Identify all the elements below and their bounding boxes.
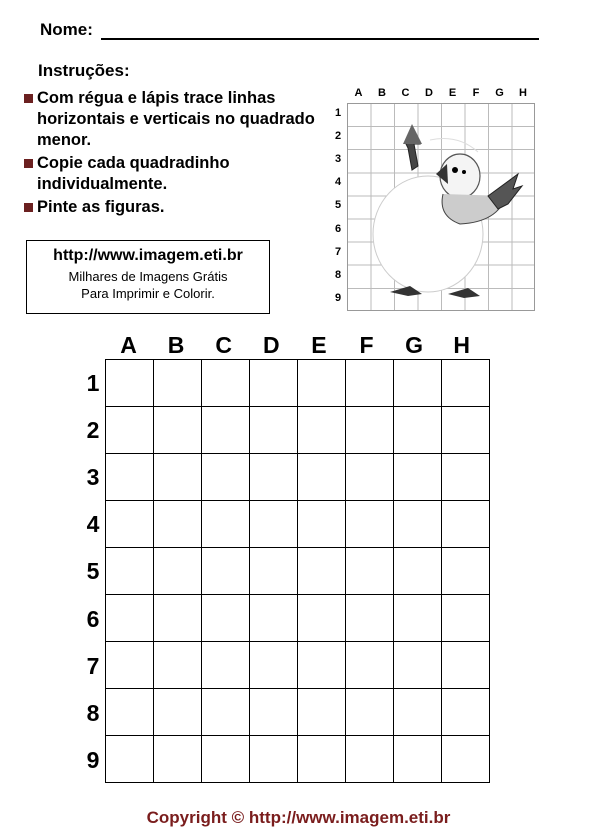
grid-row [106,689,490,736]
grid-cell[interactable] [154,407,202,454]
grid-cell[interactable] [346,501,394,548]
grid-cell[interactable] [298,454,346,501]
grid-row-label: 2 [86,417,100,444]
grid-cell[interactable] [106,689,154,736]
grid-row-label: 5 [86,558,100,585]
grid-cell[interactable] [394,736,442,783]
grid-cell[interactable] [250,595,298,642]
copyright-text: Copyright © http://www.imagem.eti.br [146,808,451,827]
grid-cell[interactable] [346,642,394,689]
info-box [26,240,270,314]
grid-cell[interactable] [106,454,154,501]
grid-cell[interactable] [394,360,442,407]
grid-cell[interactable] [250,736,298,783]
grid-column-label: F [359,332,374,358]
grid-cell[interactable] [202,454,250,501]
grid-cell[interactable] [250,360,298,407]
grid-cell[interactable] [298,360,346,407]
grid-cell[interactable] [298,736,346,783]
grid-cell[interactable] [442,642,490,689]
grid-cell[interactable] [346,407,394,454]
reference-grid [331,87,541,315]
grid-row-label: 6 [86,605,100,632]
reference-row-label: 8 [334,268,342,281]
grid-row [106,360,490,407]
reference-column-label: G [495,87,504,99]
grid-cell[interactable] [202,548,250,595]
grid-column-label: G [405,332,424,358]
grid-cell[interactable] [154,454,202,501]
grid-cell[interactable] [202,642,250,689]
grid-cell[interactable] [394,595,442,642]
reference-column-label: D [425,87,433,99]
grid-cell[interactable] [394,501,442,548]
grid-cell[interactable] [442,501,490,548]
grid-row-label: 3 [86,464,100,491]
info-line-2: Para Imprimir e Colorir. [81,286,215,301]
grid-cell[interactable] [298,642,346,689]
grid-cell[interactable] [346,454,394,501]
grid-row-label: 8 [86,699,100,726]
reference-column-label: B [378,87,386,99]
grid-column-label: H [453,332,470,358]
grid-cell[interactable] [202,501,250,548]
grid-cell[interactable] [442,407,490,454]
grid-cell[interactable] [442,360,490,407]
info-line-1: Milhares de Imagens Grátis [68,269,228,284]
reference-row-label: 7 [334,245,342,258]
reference-column-label: H [519,87,527,99]
grid-cell[interactable] [346,360,394,407]
grid-row [106,642,490,689]
grid-cell[interactable] [442,595,490,642]
grid-cell[interactable] [106,407,154,454]
instructions-list [22,88,322,220]
grid-cell[interactable] [106,360,154,407]
grid-cell[interactable] [250,548,298,595]
grid-cell[interactable] [346,736,394,783]
grid-cell[interactable] [202,595,250,642]
instruction-text: Com régua e lápis trace linhas horizontais e verticais no quadrado menor. [37,89,315,149]
grid-column-label: D [262,332,280,358]
reference-column-label: C [401,87,410,99]
grid-cell[interactable] [394,548,442,595]
instructions-title: Instruções: [38,61,130,80]
grid-cell[interactable] [394,689,442,736]
grid-column-label: E [311,332,327,358]
reference-grid-canvas [347,103,535,311]
grid-cell[interactable] [346,595,394,642]
name-input-line[interactable] [101,38,539,40]
grid-cell[interactable] [202,689,250,736]
grid-row [106,548,490,595]
grid-cell[interactable] [442,689,490,736]
grid-cell[interactable] [106,501,154,548]
grid-cell[interactable] [202,407,250,454]
reference-row-label: 3 [334,153,342,166]
grid-cell[interactable] [106,642,154,689]
instruction-item [22,197,322,218]
grid-cell[interactable] [106,736,154,783]
grid-cell[interactable] [394,642,442,689]
grid-cell[interactable] [298,689,346,736]
grid-row-label: 7 [86,652,100,679]
square-bullet-icon [24,203,33,212]
grid-cell[interactable] [346,548,394,595]
name-label: Nome: [40,20,93,39]
grid-cell[interactable] [154,595,202,642]
grid-cell[interactable] [202,736,250,783]
grid-cell[interactable] [394,407,442,454]
grid-row [106,407,490,454]
grid-cell[interactable] [250,501,298,548]
grid-cell[interactable] [202,360,250,407]
reference-column-label: E [448,87,457,99]
grid-cell[interactable] [298,407,346,454]
instruction-text: Pinte as figuras. [37,198,165,216]
reference-row-label: 5 [334,199,342,212]
grid-row-label: 9 [86,746,100,773]
grid-cell[interactable] [154,642,202,689]
grid-cell[interactable] [346,689,394,736]
reference-row-label: 4 [334,176,342,189]
grid-cell[interactable] [442,736,490,783]
grid-cell[interactable] [442,548,490,595]
grid-row [106,454,490,501]
grid-cell[interactable] [250,407,298,454]
info-url: http://www.imagem.eti.br [53,247,243,264]
instruction-text: Copie cada quadradinho individualmente. [37,154,230,193]
square-bullet-icon [24,159,33,168]
grid-column-label: B [167,332,185,358]
grid-row [106,736,490,783]
reference-row-label: 2 [334,130,342,143]
grid-cell[interactable] [298,501,346,548]
grid-cell[interactable] [250,689,298,736]
instruction-item [22,153,322,195]
grid-column-label: C [215,332,232,358]
grid-cell[interactable] [250,642,298,689]
grid-cell[interactable] [154,360,202,407]
grid-cell[interactable] [394,454,442,501]
grid-cell[interactable] [106,595,154,642]
grid-cell[interactable] [298,595,346,642]
grid-cell[interactable] [442,454,490,501]
grid-row-label: 1 [86,370,100,396]
grid-column-label: A [120,332,137,358]
grid-cell[interactable] [154,689,202,736]
grid-cell[interactable] [154,548,202,595]
grid-row [106,595,490,642]
square-bullet-icon [24,94,33,103]
instruction-item [22,88,322,151]
drawing-grid [105,359,490,783]
reference-column-label: A [354,87,363,99]
grid-row-label: 4 [86,511,100,538]
grid-cell[interactable] [106,548,154,595]
grid-row [106,501,490,548]
grid-cell[interactable] [154,501,202,548]
grid-cell[interactable] [154,736,202,783]
grid-cell[interactable] [298,548,346,595]
grid-cell[interactable] [250,454,298,501]
duck-drawing-icon [348,104,536,312]
reference-row-label: 6 [334,222,342,235]
reference-row-label: 1 [334,107,342,119]
reference-row-label: 9 [334,291,342,304]
reference-column-label: F [472,87,480,99]
